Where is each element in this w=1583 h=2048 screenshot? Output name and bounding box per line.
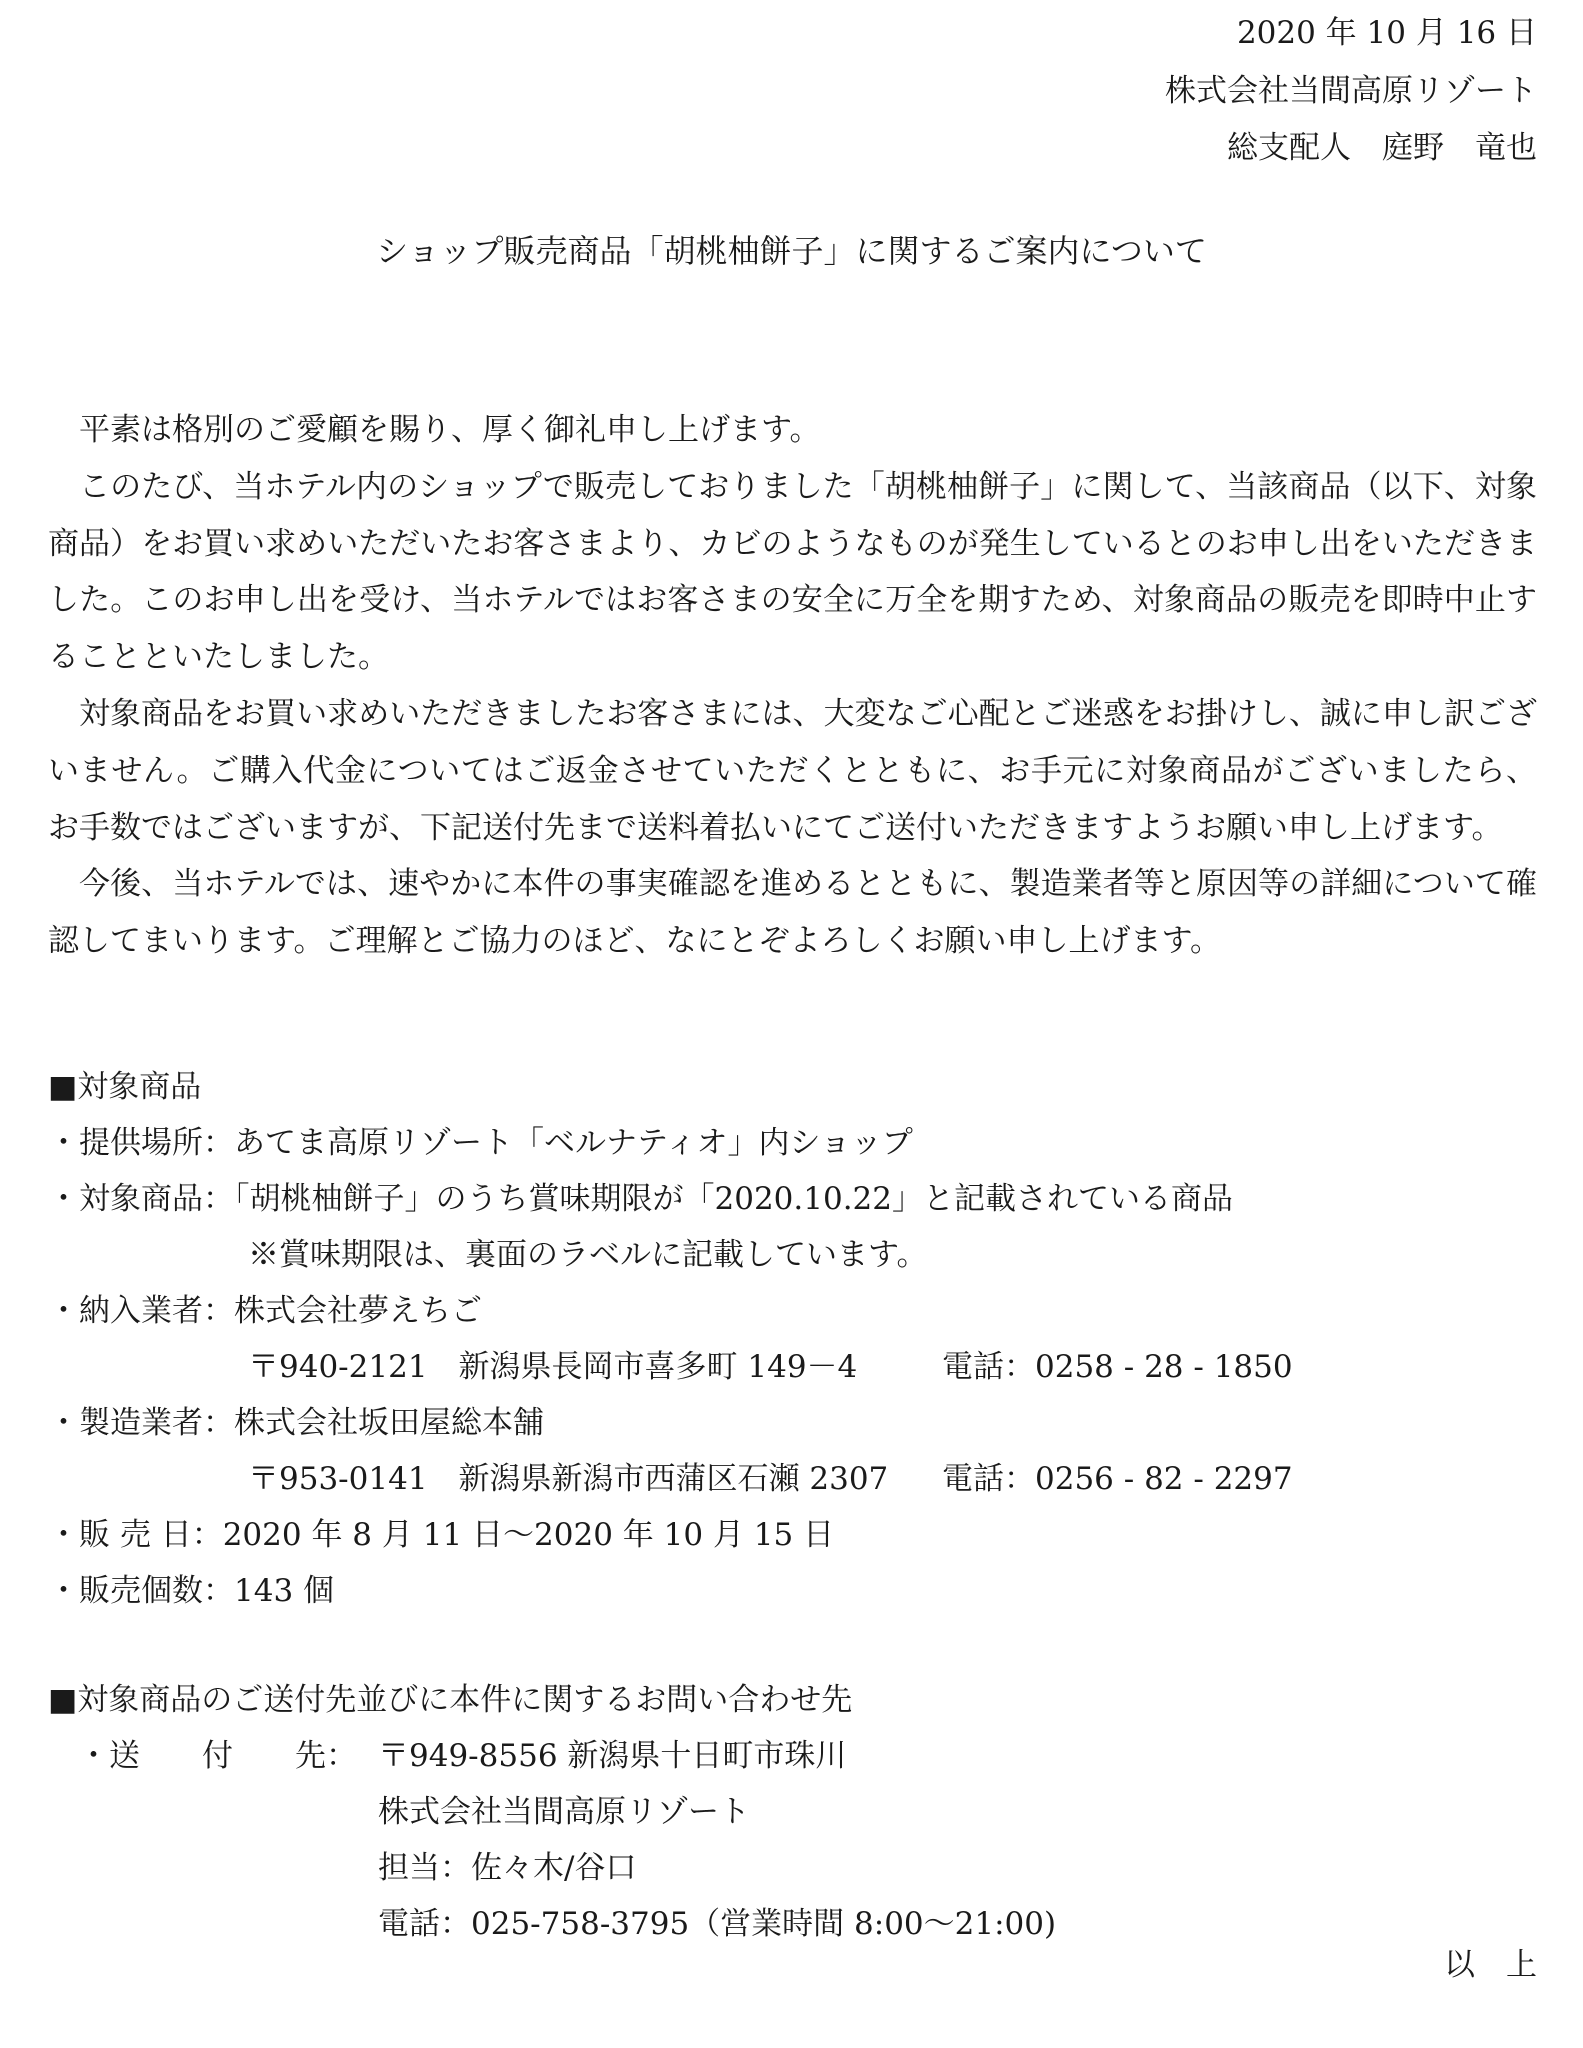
body-paragraph: 対象商品をお買い求めいただきましたお客さまには、大変なご心配とご迷惑をお掛けし、誠に申し訳ございません。ご購入代金についてはご返金させていただくとともに、お手元に対象商品がございましたら、お手数ではございますが、下記送付先まで送料着払いにてご送付いただきますようお願い申し上げます。 [48,695,1537,846]
contact-phone: 電話：025-758-3795（営業時間 8:00～21:00) [378,1906,1057,1942]
body-paragraph: 今後、当ホテルでは、速やかに本件の事実確認を進めるとともに、製造業者等と原因等の詳細について確認してまいります。ご理解とご協力のほど、なにとぞよろしくお願い申し上げます。 [48,866,1537,960]
sale-location: ・提供場所：あてま高原リゾート「ベルナティオ」内ショップ [48,1125,913,1161]
contact-section-heading: ■対象商品のご送付先並びに本件に関するお問い合わせ先 [48,1682,853,1718]
maker-phone: 電話：0256 - 82 - 2297 [942,1461,1293,1497]
closing-mark: 以 上 [1444,1947,1537,1983]
supplier-name: ・納入業者：株式会社夢えちご [48,1293,482,1329]
document-title: ショップ販売商品「胡桃柚餅子」に関するご案内について [376,232,1207,270]
body-paragraph: 平素は格別のご愛顧を賜り、厚く御礼申し上げます。 [79,412,821,448]
issue-date: 2020 年 10 月 16 日 [1236,15,1537,51]
sale-count: ・販売個数：143 個 [48,1573,335,1609]
target-product: ・対象商品：「胡桃柚餅子」のうち賞味期限が「2020.10.22」と記載されている商品 [48,1181,1233,1217]
contact-address: 〒949-8556 新潟県十日町市珠川 [378,1738,847,1774]
supplier-address: 〒940-2121 新潟県長岡市喜多町 149－4 [248,1349,858,1385]
contact-label: ・送 付 先： [78,1738,357,1774]
body-text [48,402,1537,970]
issuer-signatory: 総支配人 庭野 竜也 [1227,130,1537,166]
contact-person: 担当：佐々木/谷口 [378,1850,637,1886]
maker-name: ・製造業者：株式会社坂田屋総本舗 [48,1405,544,1441]
sale-period: ・販 売 日：2020 年 8 月 11 日～2020 年 10 月 15 日 [48,1517,835,1553]
supplier-phone: 電話：0258 - 28 - 1850 [942,1349,1293,1385]
issuer-company: 株式会社当間高原リゾート [1165,73,1537,109]
body-paragraph: このたび、当ホテル内のショップで販売しておりました「胡桃柚餅子」に関して、当該商品（以下、対象商品）をお買い求めいただいたお客さまより、カビのようなものが発生しているとのお申し出をいただきました。このお申し出を受け、当ホテルではお客さまの安全に万全を期すため、対象商品の販売を即時中止することといたしました。 [48,468,1537,676]
product-section-heading: ■対象商品 [48,1069,202,1105]
expiry-note: ※賞味期限は、裏面のラベルに記載しています。 [248,1237,928,1273]
maker-address: 〒953-0141 新潟県新潟市西蒲区石瀬 2307 [248,1461,889,1497]
contact-company: 株式会社当間高原リゾート [378,1794,750,1830]
